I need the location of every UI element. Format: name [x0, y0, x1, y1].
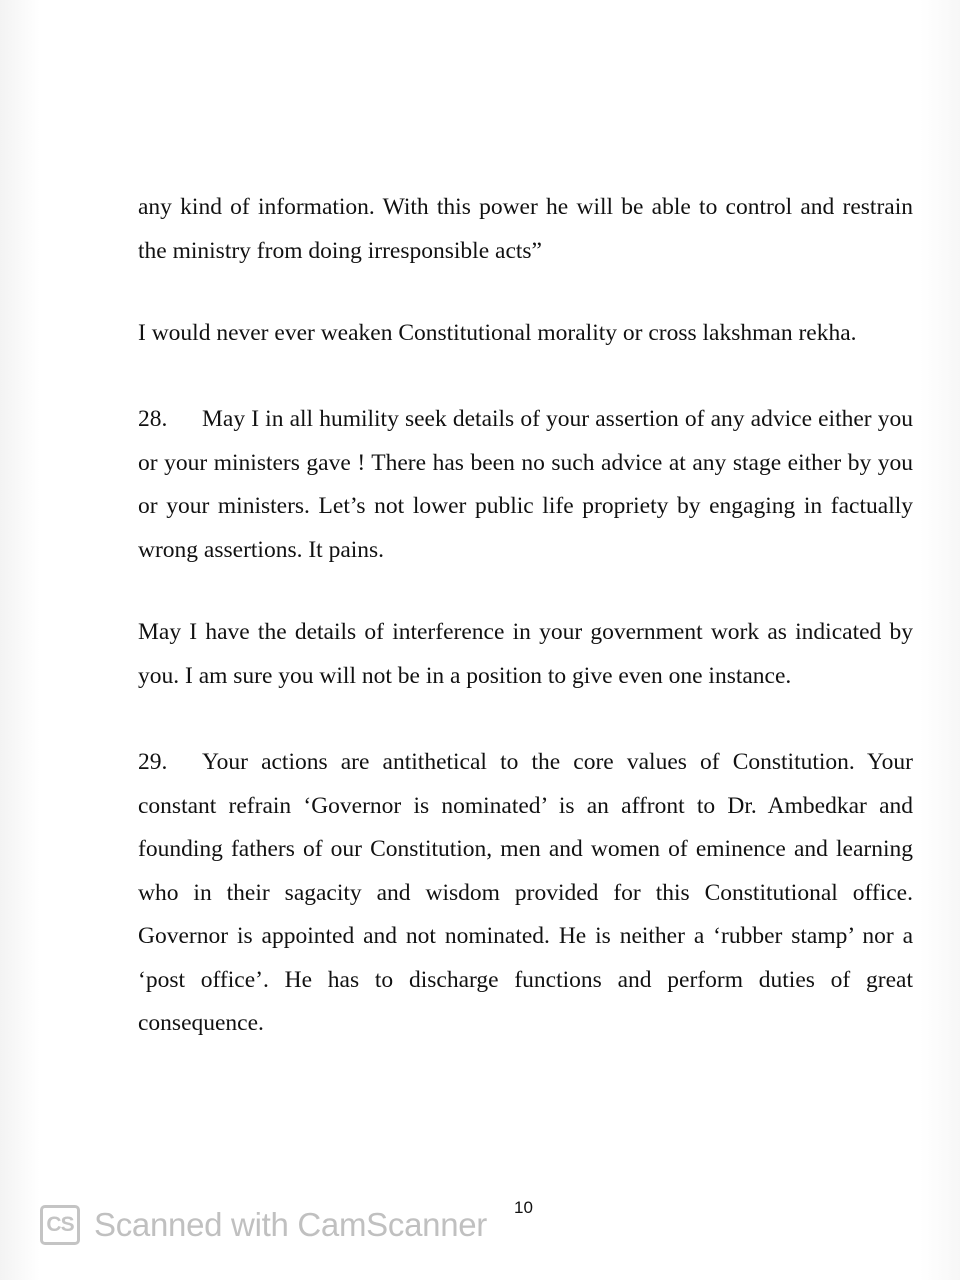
page-number: 10	[514, 1198, 533, 1217]
paragraph-28	[138, 398, 913, 572]
paragraph-text: I would never ever weaken Constitutional morality or cross lakshman rekha.	[138, 320, 857, 346]
paragraph-text: May I in all humility seek details of your assertion of any advice either you or your ministers gave ! There has been no such advice at any stage either by you or your ministers. Let’s not lower public life propriety by engaging in factually wrong assertions. It pains.	[138, 406, 913, 563]
paragraph-text: any kind of information. With this power he will be able to control and restrain the ministry from doing irresponsible acts”	[138, 194, 913, 264]
scanner-watermark	[40, 1203, 487, 1247]
paragraph-morality	[138, 312, 913, 356]
paragraph-number: 29.	[138, 749, 168, 775]
paragraph-text: May I have the details of interference in your government work as indicated by you. I am sure you will not be in a position to give even one instance.	[138, 619, 913, 689]
paragraph-continuation	[138, 186, 913, 273]
watermark-text: Scanned with CamScanner	[94, 1206, 487, 1243]
paragraph-interference	[138, 611, 913, 698]
camscanner-logo-icon: CS	[40, 1205, 80, 1245]
paragraph-29	[138, 741, 913, 1046]
paragraph-text: Your actions are antithetical to the core values of Constitution. Your constant refrain ‘Governor is nominated’ is an affront to Dr. Ambedkar and founding fathers of our Constitution, men and women of eminence and learning who in their sagacity and wisdom provided for this Constitutional office. Governor is appointed and not nominated. He is neither a ‘rubber stamp’ nor a ‘post office’. He has to discharge functions and perform duties of great consequence.	[138, 749, 913, 1036]
paragraph-number: 28.	[138, 406, 168, 432]
